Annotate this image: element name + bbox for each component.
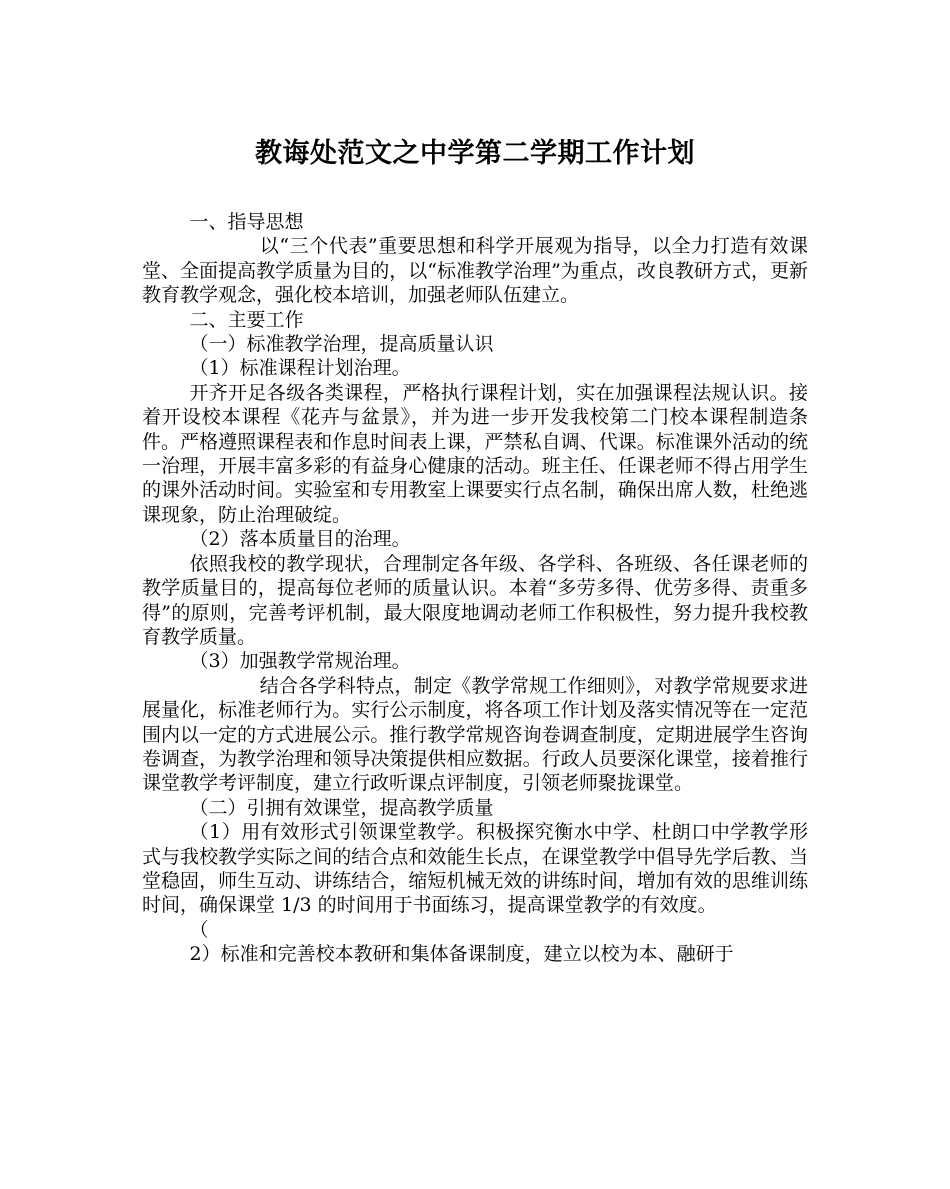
paragraph-10: 结合各学科特点，制定《教学常规工作细则》，对教学常规要求进展量化，标准老师行为。实行公示制度，将各项工作计划及落实情况等在一定范围内以一定的方式进展公示。推行教学常规咨询卷调查制度，定期进展学生咨询卷调查，为教学治理和领导决策提供相应数据。行政人员要深化课堂，接着推行课堂教学考评制度，建立行政听课点评制度，引领老师聚拢课堂。 xyxy=(142,674,808,795)
document-title: 教诲处范文之中学第二学期工作计划 xyxy=(255,138,695,169)
paragraph-1: 一、指导思想 xyxy=(189,211,304,233)
paragraph-4: （一）标准教学治理，提高质量认识 xyxy=(189,333,494,356)
paragraph-3: 二、主要工作 xyxy=(189,308,304,331)
paragraph-14: 2）标准和完善校本教研和集体备课制度，建立以校为本、融研于 xyxy=(189,943,734,966)
paragraph-8: 依照我校的教学现状，合理制定各年级、各学科、各班级、各任课老师的教学质量目的，提高每位老师的质量认识。本着“多劳多得、优劳多得、责重多得”的原则，完善考评机制，最大限度地调动老师工作积极性，努力提升我校教育教学质量。 xyxy=(142,552,808,648)
paragraph-11: （二）引拥有效课堂，提高教学质量 xyxy=(189,796,494,819)
paragraph-5: （1）标准课程计划治理。 xyxy=(189,357,411,380)
paragraph-9: （3）加强教学常规治理。 xyxy=(189,650,411,673)
document-body xyxy=(142,210,808,967)
paragraph-6: 开齐开足各级各类课程，严格执行课程计划，实在加强课程法规认识。接着开设校本课程《花卉与盆景》，并为进一步开发我校第二门校本课程制造条件。严格遵照课程表和作息时间表上课，严禁私自调、代课。标准课外活动的统一治理，开展丰富多彩的有益身心健康的活动。班主任、任课老师不得占用学生的课外活动时间。实验室和专用教室上课要实行点名制，确保出席人数，杜绝逃课现象，防止治理破绽。 xyxy=(142,381,808,526)
paragraph-13: （ xyxy=(189,918,209,941)
paragraph-12: （1）用有效形式引领课堂教学。积极探究衡水中学、杜朗口中学教学形式与我校教学实际之间的结合点和效能生长点，在课堂教学中倡导先学后教、当堂稳固，师生互动、讲练结合，缩短机械无效的讲练时间，增加有效的思维训练时间，确保课堂 1/3 的时间用于书面练习，提高课堂教学的有效度。 xyxy=(142,821,808,917)
paragraph-2: 以“三个代表”重要思想和科学开展观为指导，以全力打造有效课堂、全面提高教学质量为目的，以“标准教学治理”为重点，改良教研方式，更新教育教学观念，强化校本培训，加强老师队伍建立。 xyxy=(142,235,808,307)
paragraph-7: （2）落本质量目的治理。 xyxy=(189,528,411,551)
